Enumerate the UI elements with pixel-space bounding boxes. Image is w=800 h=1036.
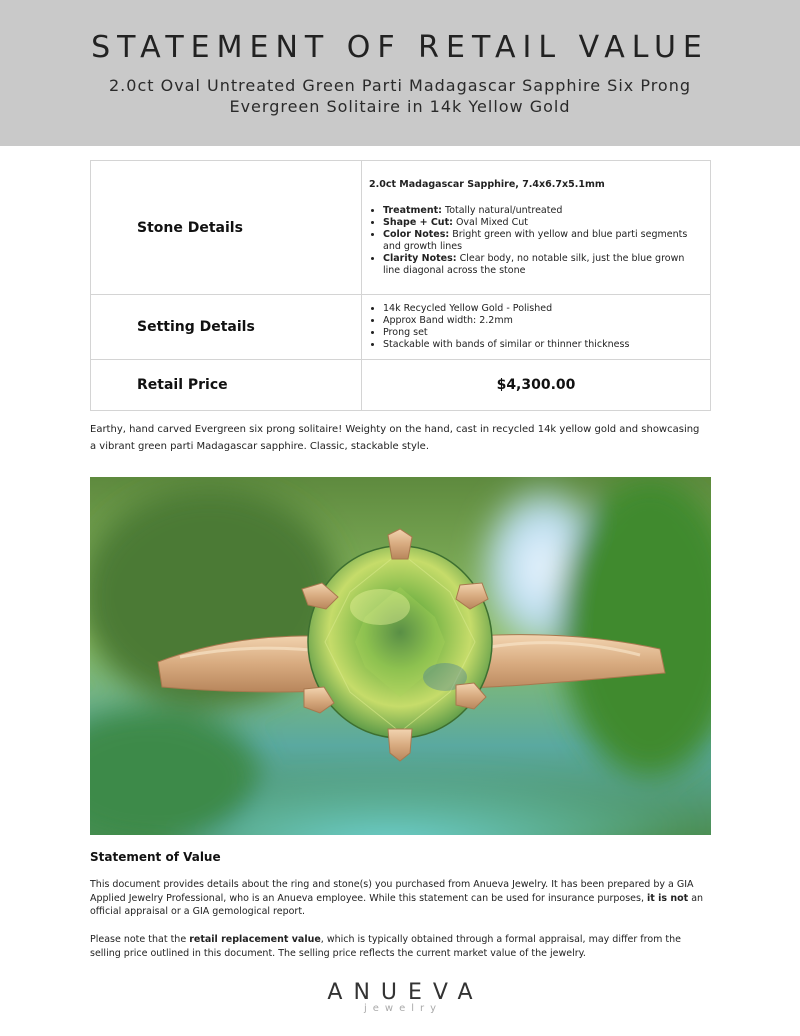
list-item: • Stackable with bands of similar or thinner thickness bbox=[383, 339, 696, 351]
setting-details-row bbox=[91, 295, 711, 360]
details-table bbox=[90, 160, 711, 411]
stone-details-row bbox=[91, 161, 711, 295]
statement-heading: Statement of Value bbox=[90, 850, 221, 864]
brand-logo bbox=[0, 980, 800, 1014]
page-title: STATEMENT OF RETAIL VALUE bbox=[91, 30, 709, 65]
retail-price-label: Retail Price bbox=[91, 360, 362, 411]
header-banner bbox=[0, 0, 800, 146]
ring-illustration bbox=[90, 477, 711, 835]
page-subtitle: 2.0ct Oval Untreated Green Parti Madagascar Sapphire Six Prong Evergreen Solitaire in 14k Yellow Gold bbox=[109, 76, 691, 116]
list-item: • Treatment: Totally natural/untreated bbox=[383, 205, 696, 217]
list-item: • Color Notes: Bright green with yellow and blue parti segments and growth lines bbox=[383, 229, 696, 253]
list-item: • Clarity Notes: Clear body, no notable silk, just the blue grown line diagonal across the stone bbox=[383, 253, 696, 277]
stone-details-label: Stone Details bbox=[91, 161, 362, 295]
retail-price-row bbox=[91, 360, 711, 411]
statement-paragraph-1: This document provides details about the ring and stone(s) you purchased from Anueva Jewelry. It has been prepared by a GIA Applied Jewelry Professional, who is an Anueva employee. While this statement can be used for insurance purposes, it is not an official appraisal or a GIA gemological report. bbox=[90, 879, 704, 917]
logo-subtitle: jewelry bbox=[363, 1003, 443, 1014]
setting-details-label: Setting Details bbox=[91, 295, 362, 360]
ring-photo bbox=[90, 477, 711, 835]
product-description: Earthy, hand carved Evergreen six prong solitaire! Weighty on the hand, cast in recycled 14k yellow gold and showcasing a vibrant green parti Madagascar sapphire. Classic, stackable style. bbox=[90, 424, 700, 452]
stone-details-list bbox=[369, 205, 696, 277]
list-item: • Prong set bbox=[383, 327, 696, 339]
setting-details-list bbox=[369, 303, 696, 351]
list-item: • Shape + Cut: Oval Mixed Cut bbox=[383, 217, 696, 229]
retail-price-value: $4,300.00 bbox=[362, 360, 711, 411]
statement-paragraph-2: Please note that the retail replacement value, which is typically obtained through a formal appraisal, may differ from the selling price outlined in this document. The selling price reflects the current market value of the jewelry. bbox=[90, 934, 682, 959]
logo-wordmark: ANUEVA bbox=[327, 980, 484, 1005]
list-item: • Approx Band width: 2.2mm bbox=[383, 315, 696, 327]
stone-details-content bbox=[362, 161, 711, 295]
stone-heading: 2.0ct Madagascar Sapphire, 7.4x6.7x5.1mm bbox=[369, 178, 605, 190]
list-item: • 14k Recycled Yellow Gold - Polished bbox=[383, 303, 696, 315]
setting-details-content bbox=[362, 295, 711, 360]
